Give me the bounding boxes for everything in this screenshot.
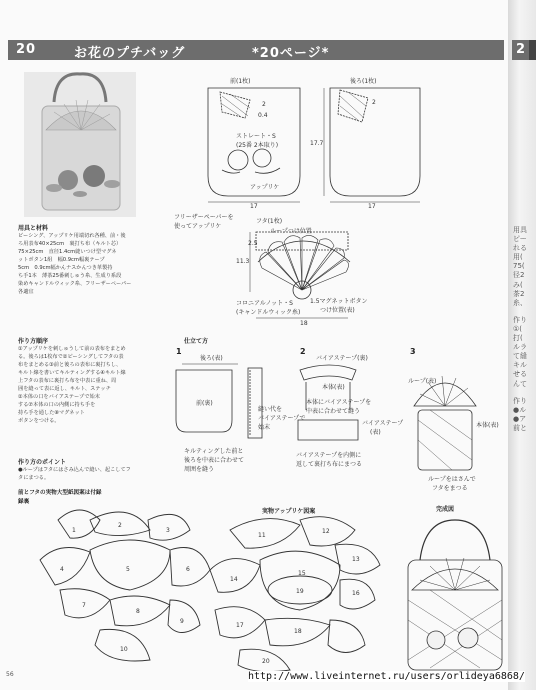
pattern-note-2: 録裏 [18, 499, 30, 505]
bias-in-2: 返して裏打ち布にまつる [296, 461, 363, 468]
bias-match-2: 中表に合わせて縫う [306, 408, 361, 415]
piece-number: 19 [296, 588, 304, 595]
step-3-number: 3 [410, 347, 416, 356]
piece-number: 13 [352, 556, 360, 563]
pattern-note: 前とフタの実物大型紙図案は付録 [18, 490, 102, 496]
piece-number: 20 [262, 658, 270, 665]
dim-2-front: 2 [262, 101, 266, 108]
front-back-label: 前(裏) [196, 400, 213, 407]
page-number: 56 [6, 671, 14, 678]
piece-number: 16 [352, 590, 360, 597]
steps-heading: 作り方順序 [18, 338, 49, 345]
fold-in-2: フタをまつる [432, 485, 468, 492]
finished-bag-drawing [408, 520, 502, 670]
piece-number: 8 [136, 608, 140, 615]
right-page-text: 用具 ピー れる 用( 75( 径2 み( 茶2 糸、 作り ①( 打( ルラ て縫 キル せる んて 作り ●ル ●ア 前と [513, 226, 527, 432]
piece-number: 1 [72, 527, 76, 534]
dim-2-back: 2 [372, 99, 376, 106]
pattern-title: お花のプチバッグ [74, 46, 186, 61]
points-heading: 作り方のポイント [18, 459, 67, 466]
fold-in-1: ループをはさんで [428, 476, 476, 483]
page-reference: *20ページ* [252, 46, 330, 61]
points-text: ●ループはフタにはさみ込んで縫い、起こしてフ タにまつる。 [18, 467, 131, 481]
piece-number: 9 [180, 618, 184, 625]
strait-s-sub: (25番 2本取り) [236, 142, 279, 149]
applique-label: アップリケ [250, 184, 280, 191]
piece-number: 14 [230, 576, 238, 583]
dim-17-back: 17 [368, 203, 376, 210]
applique-heading: 実物アップリケ図案 [262, 508, 316, 515]
dim-17-front: 17 [250, 203, 258, 210]
quilt-end-3: 周囲を縫う [184, 466, 215, 473]
piece-number: 10 [120, 646, 128, 653]
magnet-label: 1.5マグネットボタン [310, 298, 368, 305]
freezer-label: フリーザーペーパーを [174, 214, 234, 221]
step-1-number: 1 [176, 347, 182, 356]
dim-113: 11.3 [236, 258, 250, 265]
body-table: 本体(表) [476, 422, 499, 429]
strait-s: ストレート・S [236, 133, 276, 140]
steps-text: ①アップリケを刺しゅうして前の表布をまとめ る。後ろは1枚布で②ピーシングしてフタの表 布をまとめる③前と後ろの表布に裏打ちし、 キルト線を書いてキルティングする④キルト線 上フタの表布に裏打ち布を中表に重ね、周 囲を縫って表に返し、キルト、ステッチ ②本体の口をバイアステープで始末 する⑦本体の口の内側に持ち手を 持ち手を通した⑧マグネット ボタンをつける。 [18, 346, 126, 424]
piece-number: 2 [118, 522, 122, 529]
allowance-2: バイアステープで [258, 415, 306, 422]
piece-number: 4 [60, 566, 64, 573]
finished-heading: 完成図 [436, 506, 455, 513]
quilt-end-2: 後ろを中表に合わせて [184, 457, 245, 464]
applique-flower-left [40, 510, 210, 661]
bias-match-1: 本体にバイアステープを [306, 399, 372, 406]
front-label: 前(1枚) [230, 78, 251, 85]
loop-position: ループつけ位置 [270, 228, 312, 235]
back-label: 後ろ(1枚) [350, 78, 377, 85]
flap-label: フタ(1枚) [256, 218, 283, 225]
quilt-end-1: キルティングした前と [184, 448, 244, 455]
source-url-watermark: http://www.liveinternet.ru/users/orlideya6868/ [248, 671, 525, 682]
body-front: 本体(表) [322, 384, 345, 391]
colonial-knot-sub: (キャンドルウィック糸) [236, 309, 301, 316]
back-table-label: 後ろ(表) [200, 355, 223, 362]
loop-table: ループ(表) [408, 378, 437, 385]
step-2-number: 2 [300, 347, 306, 356]
piece-number: 7 [82, 602, 86, 609]
bias-in-1: バイアステープを内側に [296, 452, 362, 459]
piece-number: 5 [126, 566, 130, 573]
piece-number: 11 [258, 532, 266, 539]
next-pattern-number: 2 [512, 40, 529, 60]
dim-18: 18 [300, 320, 308, 327]
colonial-knot: コロニアルノット・S [236, 300, 293, 307]
bias-back: バイアステープ(裏) [316, 355, 368, 362]
materials-heading: 用具と材料 [18, 225, 49, 232]
materials-text: ピーシング、アップリケ用端切れ各種、前・後 ろ用表布40×25cm 裏打ち布（キルト芯） 75×25cm 直径1.4cm縫いつけ型マグネ ットボタン1組 幅0.9cm幅裏テープ 5cm 0.9cm幅かんナスかんつき革製持 ち手1本 薄茶25番刺しゅう糸、生成り系段 染めキャンドルウィック糸、フリーザーペーパー 各適宜 [18, 233, 132, 295]
piece-number: 3 [166, 527, 170, 534]
piece-number: 17 [236, 622, 244, 629]
dim-25: 2.5 [248, 240, 258, 247]
pattern-number: 20 [16, 42, 37, 57]
bias-table: バイアステープ [362, 420, 404, 427]
allowance-3: 始末 [258, 424, 271, 431]
allowance-1: 縫い代を [258, 406, 283, 413]
freezer-label-2: 使ってアップリケ [174, 223, 222, 230]
bias-table-2: (表) [370, 429, 381, 436]
dim-177: 17.7 [310, 140, 324, 147]
piece-number: 18 [294, 628, 302, 635]
dim-04: 0.4 [258, 112, 268, 119]
assembly-heading: 仕立て方 [184, 338, 209, 345]
piece-number: 15 [298, 570, 306, 577]
piece-number: 6 [186, 566, 190, 573]
magnet-label-2: つけ位置(表) [320, 307, 355, 314]
piece-number: 12 [322, 528, 330, 535]
